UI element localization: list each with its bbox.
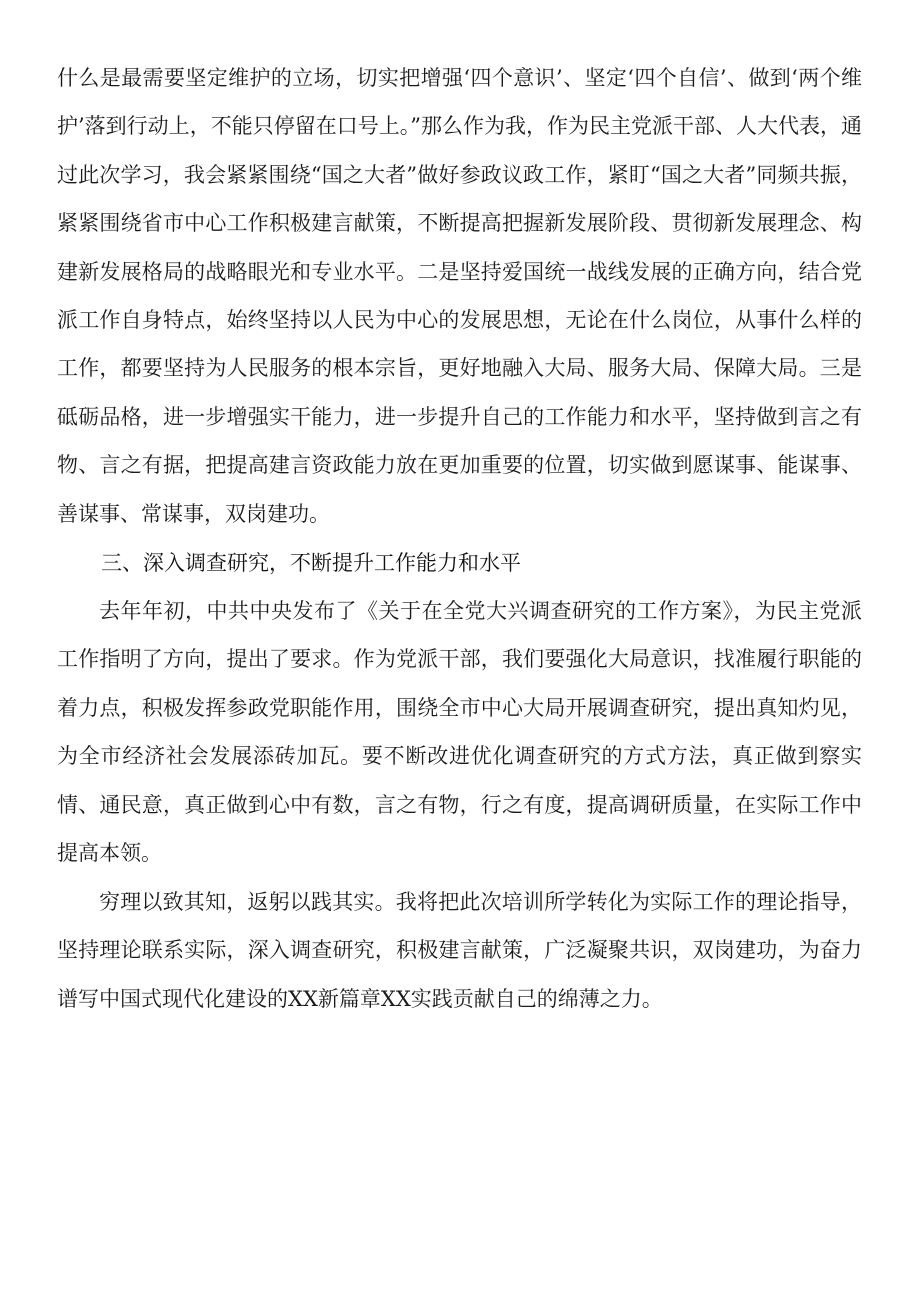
body-paragraph: [57, 587, 862, 877]
paragraph-text: 去年年初，中共中央发布了《关于在全党大兴调查研究的工作方案》，为民主党派工作指明了方向，提出了要求。作为党派干部，我们要强化大局意识，找准履行职能的着力点，积极发挥参政党职能作用，围绕全市中心大局开展调查研究，提出真知灼见，为全市经济社会发展添砖加瓦。要不断改进优化调查研究的方式方法，真正做到察实情、通民意，真正做到心中有数，言之有物，行之有度，提高调研质量，在实际工作中提高本领。: [57, 599, 862, 866]
closing-paragraph: [57, 878, 862, 1023]
paragraph-text: 穷理以致其知，返躬以践其实。我将把此次培训所学转化为实际工作的理论指导，坚持理论联系实际，深入调查研究，积极建言献策，广泛凝聚共识，双岗建功，为奋力谱写中国式现代化建设的XX新篇章XX实践贡献自己的绵薄之力。: [57, 890, 862, 1011]
body-paragraph-continuation: [57, 54, 862, 538]
paragraph-text: 什么是最需要坚定维护的立场，切实把增强‘四个意识’、坚定‘四个自信’、做到‘两个维护’落到行动上，不能只停留在口号上。”那么作为我，作为民主党派干部、人大代表，通过此次学习，我会紧紧围绕“国之大者”做好参政议政工作，紧盯“国之大者”同频共振，紧紧围绕省市中心工作积极建言献策，不断提高把握新发展阶段、贯彻新发展理念、构建新发展格局的战略眼光和专业水平。二是坚持爱国统一战线发展的正确方向，结合党派工作自身特点，始终坚持以人民为中心的发展思想，无论在什么岗位，从事什么样的工作，都要坚持为人民服务的根本宗旨，更好地融入大局、服务大局、保障大局。三是砥砺品格，进一步增强实干能力，进一步提升自己的工作能力和水平，坚持做到言之有物、言之有据，把提高建言资政能力放在更加重要的位置，切实做到愿谋事、能谋事、善谋事、常谋事，双岗建功。: [57, 66, 862, 526]
section-heading: 三、深入调查研究，不断提升工作能力和水平: [101, 551, 521, 575]
